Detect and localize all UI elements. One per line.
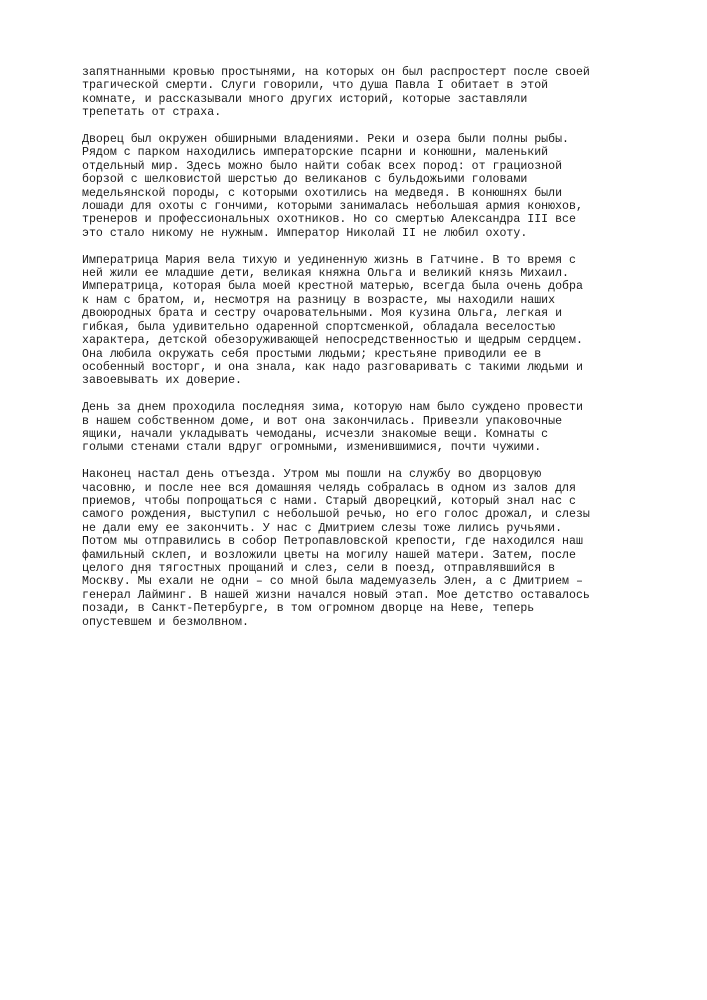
paragraph	[82, 401, 642, 455]
text-line: трагической смерти. Слуги говорили, что душа Павла I обитает в этой	[82, 79, 549, 93]
text-line: не дали ему ее закончить. У нас с Дмитрием слезы тоже лились ручьями.	[82, 521, 563, 535]
paragraph	[82, 66, 642, 120]
text-line: ящики, начали укладывать чемоданы, исчезли знакомые вещи. Комнаты с	[82, 427, 549, 441]
text-line: ней жили ее младшие дети, великая княжна Ольга и великий князь Михаил.	[82, 267, 570, 281]
text-line: генерал Лайминг. В нашей жизни начался новый этап. Мое детство оставалось	[82, 588, 590, 602]
text-line: голыми стенами стали вдруг огромными, изменившимися, почти чужими.	[82, 441, 542, 455]
text-line: опустевшем и безмолвном.	[82, 615, 249, 629]
text-line: характера, детской обезоруживающей непосредственностью и щедрым сердцем.	[82, 334, 583, 348]
text-line: в нашем собственном доме, и вот она закончилась. Привезли упаковочные	[82, 414, 563, 428]
text-line: целого дня тягостных прощаний и слез, сели в поезд, отправлявшийся в	[82, 561, 556, 575]
text-line: Наконец настал день отъезда. Утром мы пошли на службу во дворцовую	[82, 468, 542, 482]
paragraph	[82, 133, 642, 240]
document-body	[82, 66, 642, 642]
text-line: фамильный склеп, и возложили цветы на могилу нашей матери. Затем, после	[82, 548, 576, 562]
text-line: самого рождения, выступил с небольшой речью, но его голос дрожал, и слезы	[82, 508, 590, 522]
text-line: Императрица, которая была моей крестной матерью, всегда была очень добра	[82, 280, 583, 294]
text-line: завоевывать их доверие.	[82, 374, 243, 388]
text-line: Рядом с парком находились императорские псарни и конюшни, маленький	[82, 146, 549, 160]
text-line: часовню, и после нее вся домашняя челядь собралась в одном из залов для	[82, 481, 576, 495]
text-line: двоюродных брата и сестру очаровательными. Моя кузина Ольга, легкая и	[82, 307, 563, 321]
text-line: комнате, и рассказывали много других историй, которые заставляли	[82, 92, 528, 106]
text-line: День за днем проходила последняя зима, которую нам было суждено провести	[82, 401, 583, 415]
paragraph	[82, 254, 642, 388]
text-line: позади, в Санкт-Петербурге, в том огромном дворце на Неве, теперь	[82, 602, 535, 616]
text-line: это стало никому не нужным. Император Николай II не любил охоту.	[82, 226, 528, 240]
text-line: медельянской породы, с которыми охотились на медведя. В конюшнях были	[82, 186, 563, 200]
text-line: лошади для охоты с гончими, которыми занималась небольшая армия конюхов,	[82, 200, 583, 214]
text-line: тренеров и профессиональных охотников. Но со смертью Александра III все	[82, 213, 576, 227]
text-line: отдельный мир. Здесь можно было найти собак всех пород: от грациозной	[82, 159, 563, 173]
text-line: Императрица Мария вела тихую и уединенную жизнь в Гатчине. В то время с	[82, 253, 576, 267]
text-line: трепетать от страха.	[82, 106, 222, 120]
paragraph	[82, 468, 642, 629]
text-line: запятнанными кровью простынями, на которых он был распростерт после своей	[82, 66, 590, 79]
text-line: приемов, чтобы попрощаться с нами. Старый дворецкий, который знал нас с	[82, 494, 576, 508]
text-line: борзой с шелковистой шерстью до великанов с бульдожьими головами	[82, 173, 528, 187]
text-line: Потом мы отправились в собор Петропавловской крепости, где находился наш	[82, 535, 583, 549]
text-line: к нам с братом, и, несмотря на разницу в возрасте, мы находили наших	[82, 293, 556, 307]
text-line: гибкая, была удивительно одаренной спортсменкой, обладала веселостью	[82, 320, 556, 334]
text-line: особенный восторг, и она знала, как надо разговаривать с такими людьми и	[82, 360, 583, 374]
text-line: Москву. Мы ехали не одни – со мной была мадемуазель Элен, а с Дмитрием –	[82, 575, 583, 589]
text-line: Она любила окружать себя простыми людьми; крестьяне приводили ее в	[82, 347, 542, 361]
text-line: Дворец был окружен обширными владениями. Реки и озера были полны рыбы.	[82, 133, 570, 147]
